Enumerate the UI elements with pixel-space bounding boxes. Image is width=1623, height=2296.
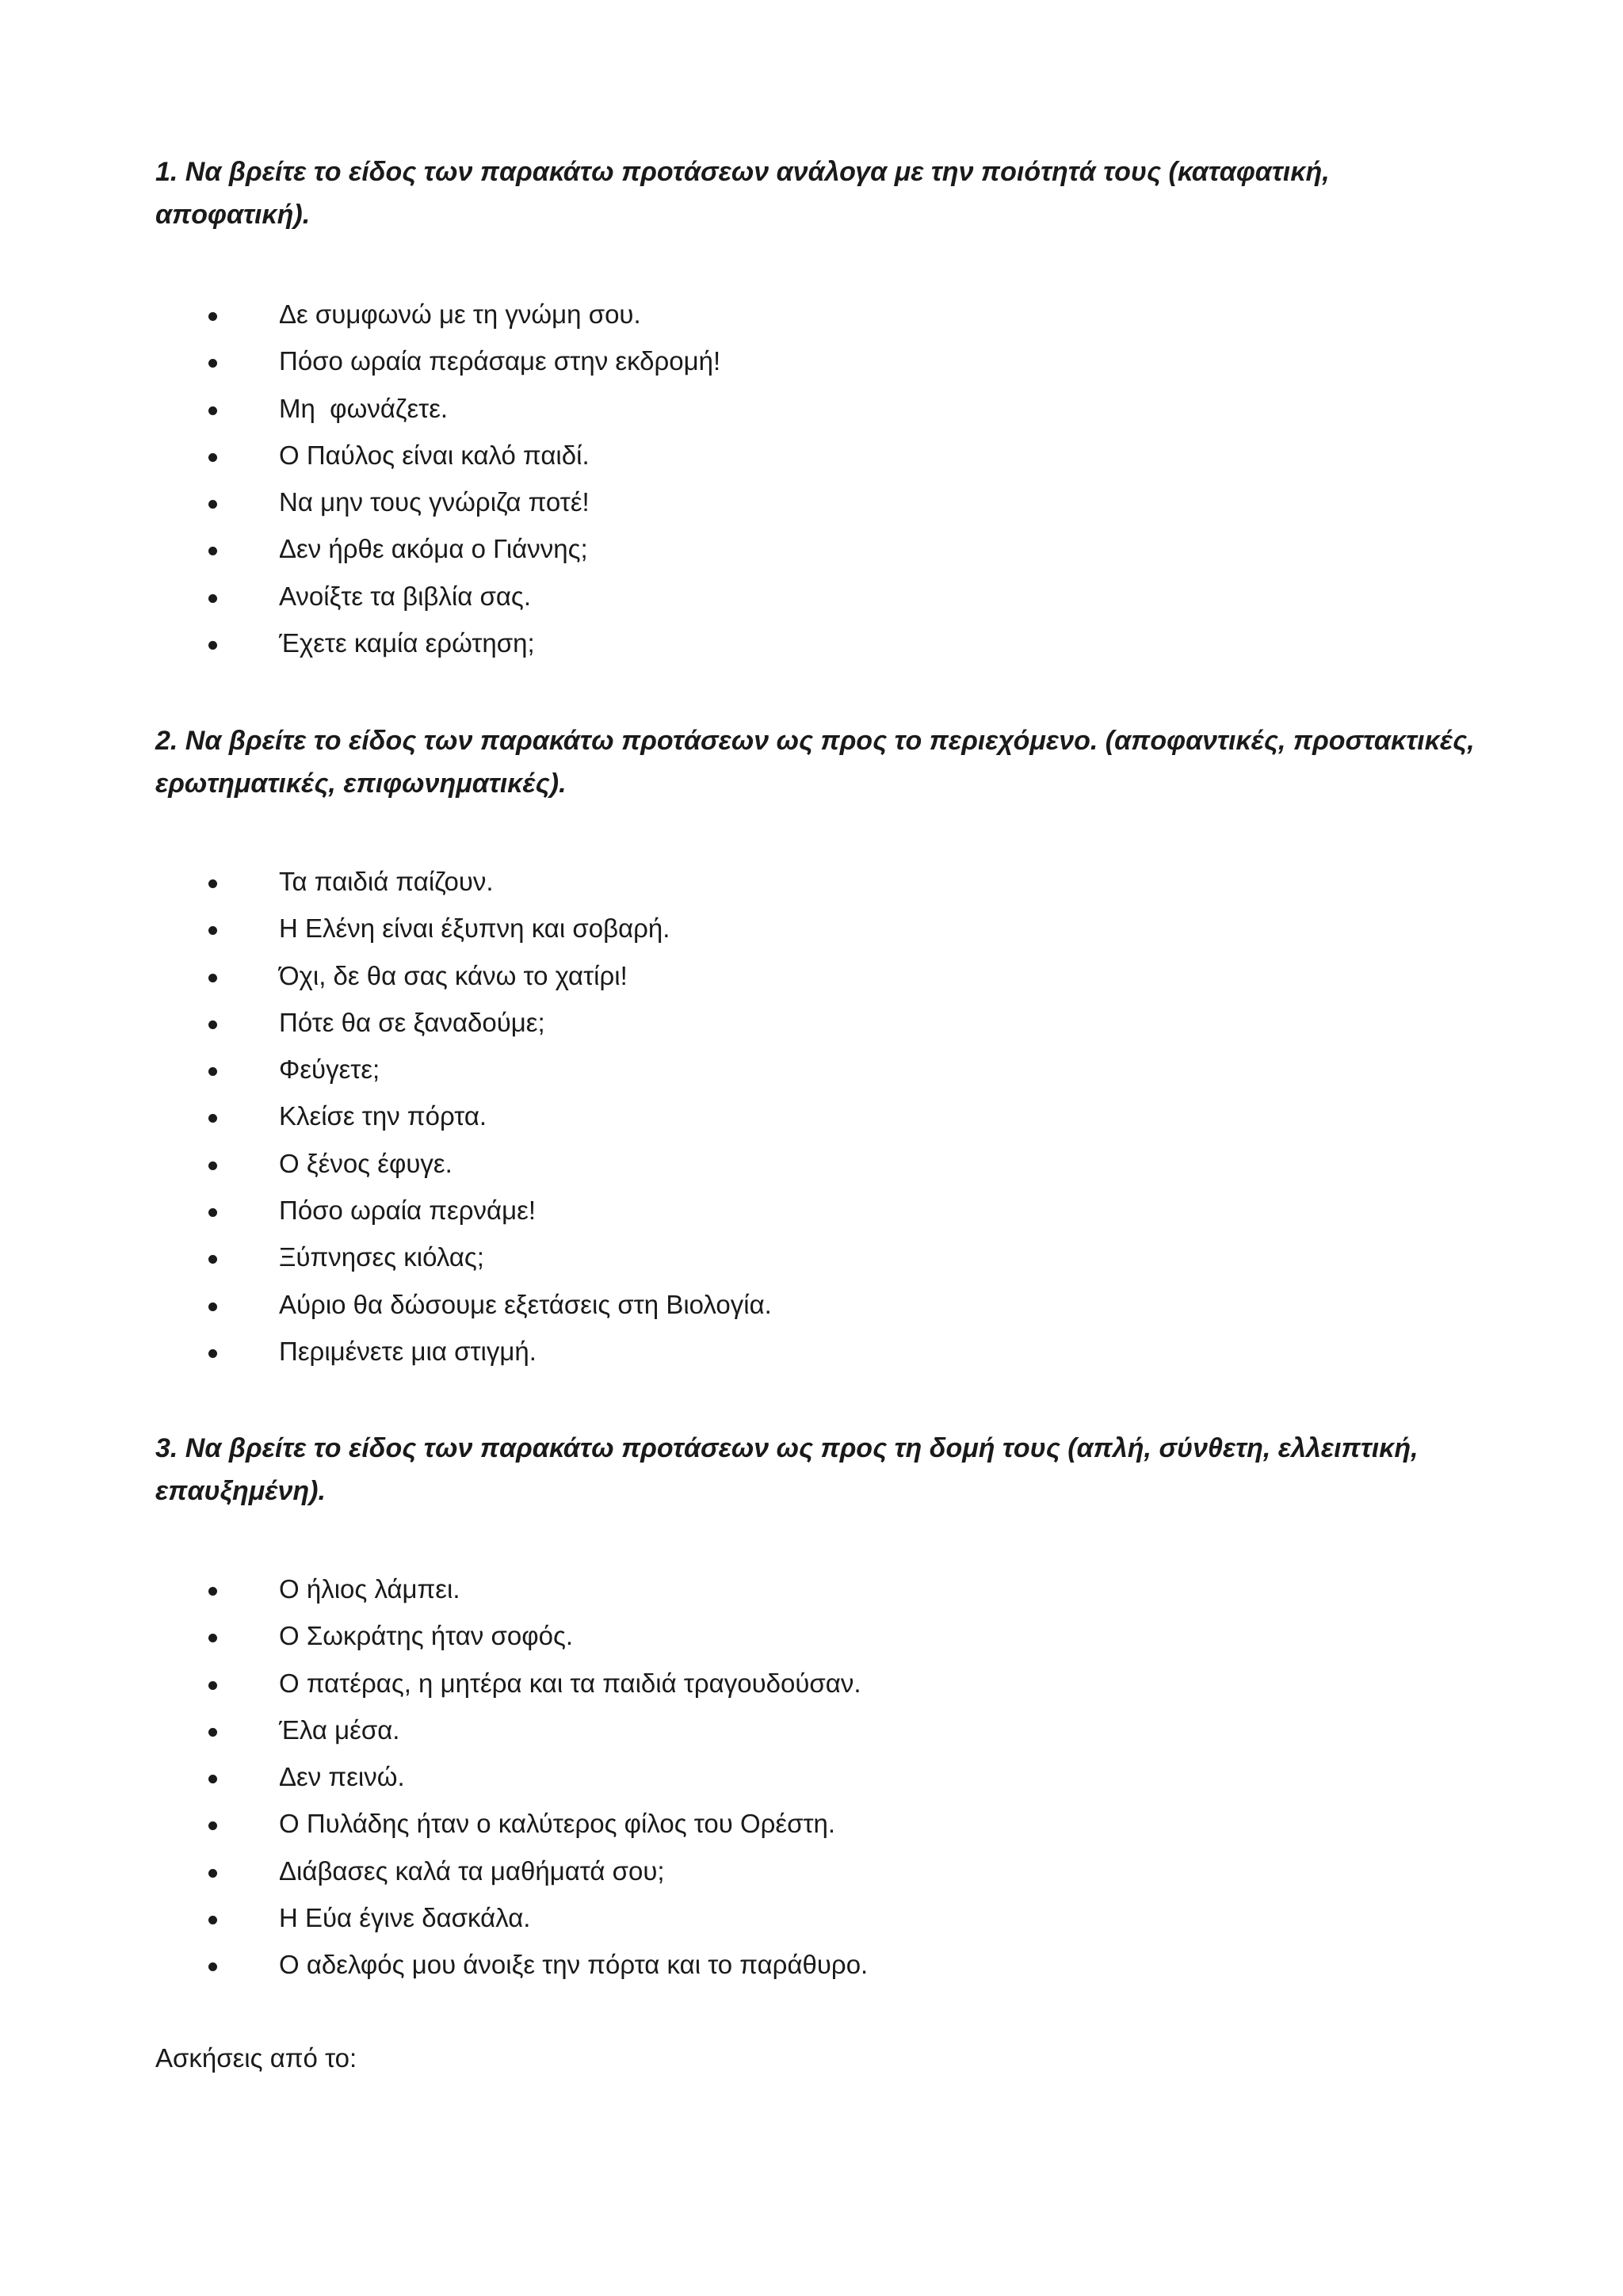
list-item-text: Έλα μέσα.	[279, 1714, 400, 1745]
list-item	[0, 1714, 1623, 1764]
list-item-text: Ο ξένος έφυγε.	[279, 1148, 453, 1178]
list-item-text: Ο πατέρας, η μητέρα και τα παιδιά τραγουδούσαν.	[279, 1668, 861, 1698]
list-item	[0, 1764, 1623, 1810]
bullet-icon	[208, 1067, 217, 1076]
list-item	[0, 1009, 1623, 1056]
exercise-2-heading	[155, 719, 1487, 805]
bullet-icon	[208, 500, 217, 509]
list-item	[0, 1197, 1623, 1244]
list-item-text: Ο αδελφός μου άνοιξε την πόρτα και το παράθυρο.	[279, 1950, 869, 1980]
list-item-text: Δε συμφωνώ με τη γνώμη σου.	[279, 299, 641, 329]
bullet-icon	[208, 406, 217, 415]
list-item-text: Πόσο ωραία περνάμε!	[279, 1196, 536, 1226]
list-item	[0, 1623, 1623, 1669]
list-item-text: Μη φωνάζετε.	[279, 393, 449, 423]
exercise-3-heading	[155, 1427, 1487, 1512]
exercise-1-heading-line-2: αποφατική).	[155, 200, 311, 230]
exercise-2-heading-line-2: ερωτηματικές, επιφωνηματικές).	[155, 769, 567, 799]
list-item	[0, 442, 1623, 489]
list-item	[0, 1951, 1623, 1998]
exercise-2-heading-line-1: 2. Να βρείτε το είδος των παρακάτω προτάσεων ως προς το περιεχόμενο. (αποφαντικές, προστακτικές,	[155, 726, 1475, 756]
bullet-icon	[208, 547, 217, 555]
bullet-icon	[208, 1020, 217, 1029]
bullet-icon	[208, 1775, 217, 1783]
list-item-text: Ο Σωκράτης ήταν σοφός.	[279, 1621, 574, 1651]
list-item-text: Πότε θα σε ξαναδούμε;	[279, 1007, 545, 1037]
list-item-text: Ξύπνησες κιόλας;	[279, 1242, 484, 1272]
list-item	[0, 630, 1623, 677]
list-item	[0, 960, 1623, 1009]
list-item-text: Έχετε καμία ερώτηση;	[279, 628, 535, 658]
list-item-text: Δεν ήρθε ακόμα ο Γιάννης;	[279, 534, 588, 564]
bullet-icon	[208, 1821, 217, 1830]
bullet-icon	[208, 1302, 217, 1311]
list-item	[0, 1670, 1623, 1717]
source-note: Ασκήσεις από το:	[155, 2043, 357, 2073]
list-item	[0, 583, 1623, 630]
bullet-icon	[208, 926, 217, 935]
list-item	[0, 1103, 1623, 1150]
list-item	[0, 1855, 1623, 1905]
bullet-icon	[208, 1161, 217, 1170]
bullet-icon	[208, 1869, 217, 1878]
exercise-1-heading-line-1: 1. Να βρείτε το είδος των παρακάτω προτάσεων ανάλογα με την ποιότητά τους (καταφατική,	[155, 157, 1330, 187]
list-item	[0, 536, 1623, 582]
list-item	[0, 1576, 1623, 1623]
bullet-icon	[208, 359, 217, 368]
bullet-icon	[208, 1962, 217, 1971]
bullet-icon	[208, 453, 217, 462]
list-item	[0, 1291, 1623, 1338]
list-item-text: Η Εύα έγινε δασκάλα.	[279, 1903, 531, 1933]
list-item-text: Περιμένετε μια στιγμή.	[279, 1336, 537, 1366]
bullet-icon	[208, 974, 217, 982]
list-item	[0, 301, 1623, 348]
exercise-3-heading-line-2: επαυξημένη).	[155, 1476, 326, 1506]
bullet-icon	[208, 1208, 217, 1217]
list-item-text: Ο Πυλάδης ήταν ο καλύτερος φίλος του Ορέστη.	[279, 1809, 836, 1839]
list-item-text: Ο ήλιος λάμπει.	[279, 1574, 460, 1604]
list-item-text: Τα παιδιά παίζουν.	[279, 867, 494, 896]
list-item-text: Να μην τους γνώριζα ποτέ!	[279, 487, 590, 517]
list-item-text: Ανοίξτε τα βιβλία σας.	[279, 581, 531, 611]
bullet-icon	[208, 312, 217, 321]
exercise-1-heading	[155, 151, 1487, 236]
list-item-text: Δεν πεινώ.	[279, 1762, 405, 1792]
list-item-text: Κλείσε την πόρτα.	[279, 1101, 487, 1131]
bullet-icon	[208, 1587, 217, 1596]
exercise-3-list	[0, 1576, 1623, 1999]
list-item-text: Ο Παύλος είναι καλό παιδί.	[279, 440, 590, 470]
list-item	[0, 1150, 1623, 1197]
bullet-icon	[208, 879, 217, 888]
list-item	[0, 1056, 1623, 1103]
exercise-3-heading-line-1: 3. Να βρείτε το είδος των παρακάτω προτάσεων ως προς τη δομή τους (απλή, σύνθετη, ελλειπτική,	[155, 1433, 1419, 1463]
bullet-icon	[208, 641, 217, 650]
bullet-icon	[208, 1349, 217, 1358]
bullet-icon	[208, 1255, 217, 1264]
bullet-icon	[208, 1728, 217, 1737]
list-item	[0, 348, 1623, 395]
list-item-text: Φεύγετε;	[279, 1055, 380, 1085]
bullet-icon	[208, 594, 217, 603]
exercise-2-list	[0, 868, 1623, 1385]
list-item	[0, 868, 1623, 915]
bullet-icon	[208, 1916, 217, 1924]
list-item-text: Διάβασες καλά τα μαθήματά σου;	[279, 1855, 665, 1886]
list-item	[0, 1338, 1623, 1385]
bullet-icon	[208, 1114, 217, 1123]
list-item-text: Αύριο θα δώσουμε εξετάσεις στη Βιολογία.	[279, 1289, 772, 1319]
bullet-icon	[208, 1681, 217, 1690]
list-item-text: Όχι, δε θα σας κάνω το χατίρι!	[279, 960, 628, 990]
list-item	[0, 1905, 1623, 1951]
bullet-icon	[208, 1634, 217, 1642]
list-item	[0, 915, 1623, 962]
list-item-text: Πόσο ωραία περάσαμε στην εκδρομή!	[279, 346, 721, 376]
list-item	[0, 1810, 1623, 1857]
list-item	[0, 489, 1623, 536]
exercise-1-list	[0, 301, 1623, 677]
list-item	[0, 395, 1623, 442]
list-item-text: Η Ελένη είναι έξυπνη και σοβαρή.	[279, 913, 670, 944]
list-item	[0, 1244, 1623, 1291]
